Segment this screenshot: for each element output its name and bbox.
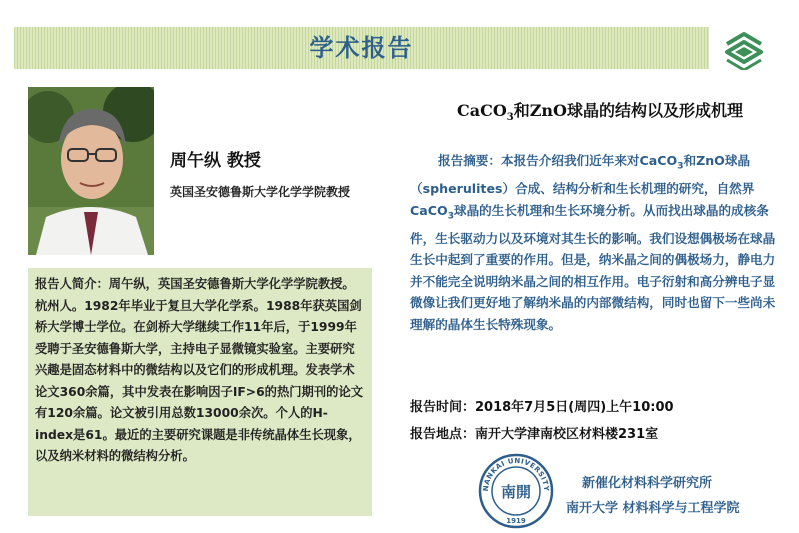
page-title: 学术报告 [309, 34, 414, 62]
institute-name: 新催化材料科学研究所 [582, 476, 713, 491]
speaker-affiliation: 英国圣安德鲁斯大学化学学院教授 [170, 185, 351, 199]
talk-time: 报告时间：2018年7月5日(周四)上午10:00 [410, 400, 674, 415]
speaker-photo [28, 87, 154, 255]
talk-abstract: 报告摘要：本报告介绍我们近年来对CaCO$_3$和ZnO球晶（spherulites）合成、结构分析和生长机理的研究，自然界CaCO$_3$球晶的生长机理和生长环境分析。从而找出球晶的成核条件，生长驱动力以及环境对其生长的影响。我们设想偶极场在球晶生长中起到了重要的作用。但是，纳米晶之间的偶极场力，静电力并不能完全说明纳米晶之间的相互作用。电子衍射和高分辨电子显微像让我们更好地了解纳米晶的内部微结构，同时也留下一些尚未理解的晶体生长特殊现象。 [410, 153, 776, 332]
talk-place: 报告地点：南开大学津南校区材料楼231室 [410, 427, 659, 442]
nankai-seal-icon [478, 453, 554, 529]
seal-year: 1919 [506, 517, 526, 525]
school-name: 南开大学 材料科学与工程学院 [566, 501, 740, 516]
talk-title: CaCO$_3$和ZnO球晶的结构以及形成机理 [456, 101, 743, 124]
speaker-bio: 报告人简介：周午纵，英国圣安德鲁斯大学化学学院教授。杭州人。1982年毕业于复旦大学化学系。1988年获英国剑桥大学博士学位。在剑桥大学继续工作11年后，于1999年受聘于圣安德鲁斯大学，主持电子显微镜实验室。主要研究兴趣是固态材料中的微结构以及它们的形成机理。发表学术论文360余篇，其中发表在影响因子IF>6的热门期刊的论文有120余篇。论文被引用总数13000余次。个人的H-index是61。最近的主要研究课题是非传统晶体生长现象，以及纳米材料的微结构分析。 [28, 268, 372, 516]
seal-ring-text: NANKAI UNIVERSITY [481, 456, 551, 492]
speaker-name: 周午纵 教授 [170, 151, 261, 171]
seal-center-text: 南開 [500, 483, 532, 501]
header-banner [14, 27, 709, 69]
institute-logo-icon [723, 28, 765, 70]
